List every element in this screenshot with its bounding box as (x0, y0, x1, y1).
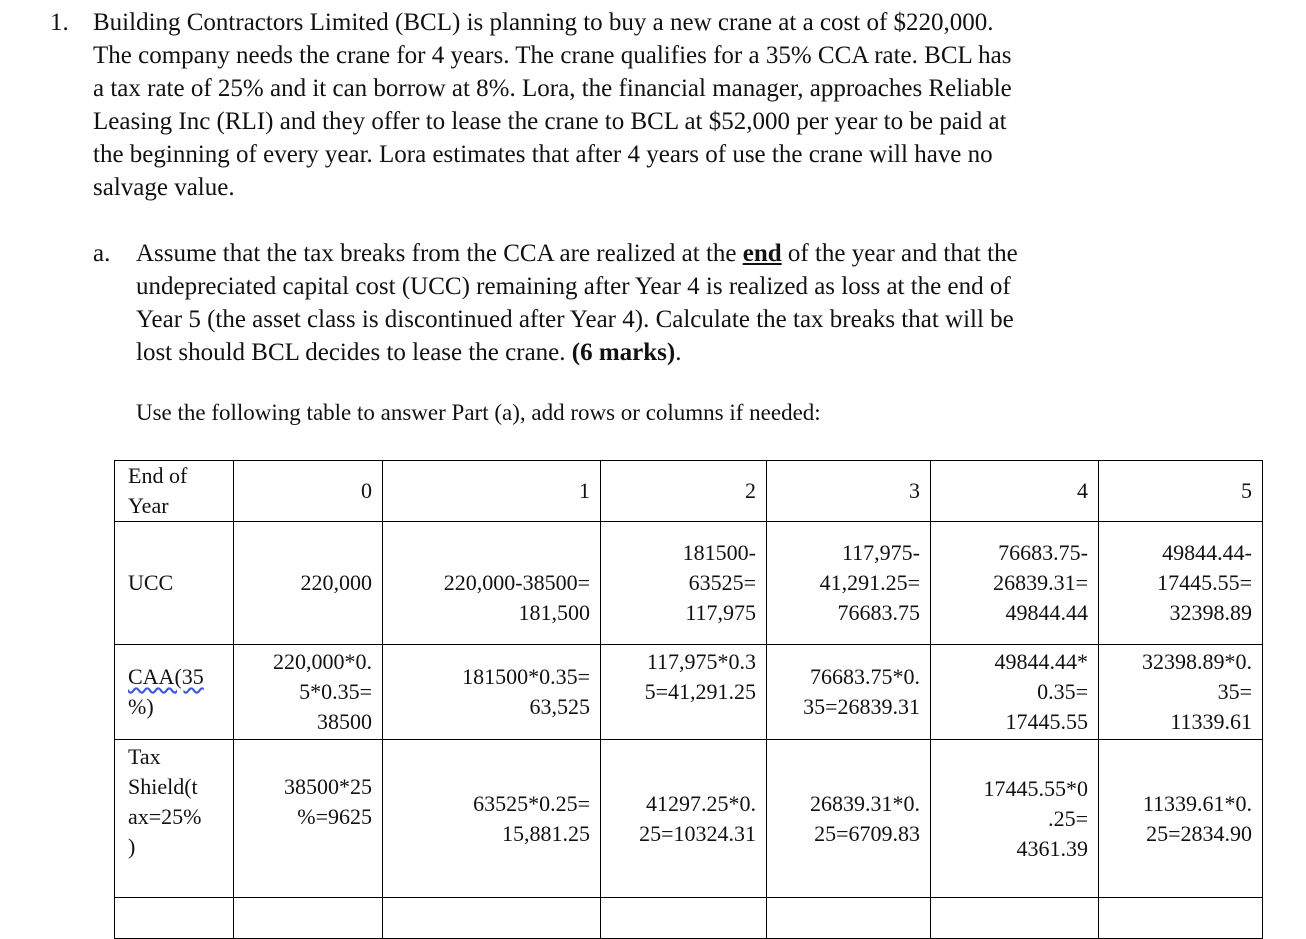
year-header-cell: 1 (383, 461, 601, 522)
empty-cell (383, 898, 601, 939)
empty-cell (931, 898, 1099, 939)
question-line: the beginning of every year. Lora estimates that after 4 years of use the crane will have no (93, 141, 993, 168)
cell-line: 26839.31*0. (810, 790, 920, 816)
tax-shield-cell (931, 740, 1099, 898)
cell-line: 117,975*0.3 (646, 649, 756, 674)
empty-cell (115, 898, 234, 939)
ucc-cell (601, 522, 767, 645)
table-row-cca (115, 645, 1263, 740)
ucc-cell (931, 522, 1099, 645)
tax-shield-cell (383, 740, 601, 898)
question-number: 1. (50, 9, 69, 36)
cell-line: 49844.44 (1005, 600, 1088, 625)
cell-line: 220,000-38500= (443, 570, 590, 595)
cell-line: 5=41,291.25 (644, 679, 756, 704)
cell-line: ax=25% (128, 804, 202, 829)
question-text (93, 6, 1163, 204)
tax-shield-cell (234, 740, 383, 898)
cell-line: 15,881.25 (502, 820, 590, 846)
cell-line: 38500*25 (284, 774, 372, 799)
cell-line: 11339.61*0. (1142, 790, 1252, 816)
cell-line: 41,291.25= (819, 570, 920, 595)
tax-shield-cell (601, 740, 767, 898)
cell-line: 25=10324.31 (639, 820, 756, 846)
cell-line: 26839.31= (993, 570, 1088, 595)
cell-line: .25= (1048, 805, 1088, 831)
cell-line: 25=6709.83 (814, 820, 920, 846)
cell-line: 32398.89 (1169, 600, 1252, 625)
table-row-empty (115, 898, 1263, 939)
cell-line: CAA(35 (128, 664, 204, 689)
cell-line: 17445.55= (1157, 570, 1252, 595)
year-header-cell: 3 (767, 461, 931, 522)
cell-line: 63,525 (529, 694, 590, 719)
header-label-cell (115, 461, 234, 522)
table-instruction: Use the following table to answer Part (a), add rows or columns if needed: (136, 400, 821, 425)
cell-line: 181500- (682, 540, 756, 565)
tax-shield-cell (767, 740, 931, 898)
ucc-cell (234, 522, 383, 645)
cell-line: 0.35= (1037, 679, 1088, 704)
question-line: a tax rate of 25% and it can borrow at 8%. Lora, the financial manager, approaches Reliable (93, 75, 1012, 102)
cca-cell (383, 645, 601, 740)
cell-line: 25=2834.90 (1146, 820, 1252, 846)
cca-cell (931, 645, 1099, 740)
ucc-label-cell: UCC (115, 522, 234, 645)
part-a-line4-end: . (675, 339, 682, 366)
cell-line: 220,000 (300, 570, 372, 595)
cell-line: 76683.75 (837, 600, 920, 625)
cell-line: End of (128, 463, 188, 488)
cell-line: 32398.89*0. (1142, 649, 1252, 674)
cell-line: 117,975 (685, 600, 756, 625)
question-line: Leasing Inc (RLI) and they offer to lease the crane to BCL at $52,000 per year to be paid at (93, 108, 1007, 135)
cca-cell (601, 645, 767, 740)
marks-label: (6 marks) (571, 339, 676, 366)
cell-line: Tax (128, 744, 161, 769)
cell-line: 76683.75- (998, 540, 1088, 565)
empty-cell (767, 898, 931, 939)
cell-line: 11339.61 (1170, 709, 1252, 734)
part-a-line: undepreciated capital cost (UCC) remaining after Year 4 is realized as loss at the end of (136, 273, 1011, 300)
cell-line: %) (128, 694, 154, 719)
cell-line: 181500*0.35= (462, 664, 590, 689)
empty-cell (234, 898, 383, 939)
ucc-cell (767, 522, 931, 645)
year-header-cell: 2 (601, 461, 767, 522)
part-a-line (136, 336, 1176, 369)
part-a-line: Year 5 (the asset class is discontinued after Year 4). Calculate the tax breaks that will be (136, 306, 1014, 333)
table-row-header (115, 461, 1263, 522)
year-header-cell: 0 (234, 461, 383, 522)
cca-cell (1099, 645, 1263, 740)
cell-line: 76683.75*0. (810, 664, 920, 689)
part-a-line1-end: of the year and that the (781, 240, 1018, 267)
part-a-line4-start: lost should BCL decides to lease the crane. (136, 339, 572, 366)
cell-line: 220,000*0. (273, 649, 372, 674)
cell-line: Shield(t (128, 774, 198, 799)
ucc-cell (1099, 522, 1263, 645)
year-header-cell: 5 (1099, 461, 1263, 522)
cca-cell (234, 645, 383, 740)
part-a-text (136, 237, 1176, 369)
question-line: Building Contractors Limited (BCL) is planning to buy a new crane at a cost of $220,000. (93, 9, 994, 36)
cell-line: %=9625 (297, 804, 372, 829)
cell-line: 35=26839.31 (803, 694, 920, 719)
table-row-ucc (115, 522, 1263, 645)
empty-cell (1099, 898, 1263, 939)
cell-line: 63525*0.25= (473, 790, 590, 816)
cca-label-cell (115, 645, 234, 740)
cell-line: 5*0.35= (299, 679, 372, 704)
ucc-cell (383, 522, 601, 645)
part-a-line1-start: Assume that the tax breaks from the CCA are realized at the (136, 240, 743, 267)
cell-line: 4361.39 (1016, 835, 1088, 861)
cell-line: 17445.55 (1005, 709, 1088, 734)
cell-line: 35= (1217, 679, 1252, 704)
cell-line: 49844.44- (1162, 540, 1252, 565)
cell-line: 41297.25*0. (646, 790, 756, 816)
cell-line: 181,500 (518, 600, 590, 625)
question-line: salvage value. (93, 174, 235, 201)
cca-table (114, 460, 1263, 939)
tax-shield-cell (1099, 740, 1263, 898)
cell-line: 38500 (317, 709, 372, 734)
tax-shield-label-cell (115, 740, 234, 898)
question-line: The company needs the crane for 4 years. The crane qualifies for a 35% CCA rate. BCL has (93, 42, 1012, 69)
part-a-label: a. (93, 240, 111, 267)
year-header-cell: 4 (931, 461, 1099, 522)
cell-line: 63525= (688, 570, 756, 595)
cell-line: Year (128, 493, 169, 518)
cell-line: ) (128, 834, 136, 859)
table-row-tax-shield (115, 740, 1263, 898)
emphasis-end: end (742, 240, 782, 267)
cca-cell (767, 645, 931, 740)
cell-line: 49844.44* (994, 649, 1088, 674)
cell-line: 17445.55*0 (983, 775, 1088, 801)
empty-cell (601, 898, 767, 939)
part-a-line (136, 237, 1176, 270)
cell-line: 117,975- (841, 540, 920, 565)
